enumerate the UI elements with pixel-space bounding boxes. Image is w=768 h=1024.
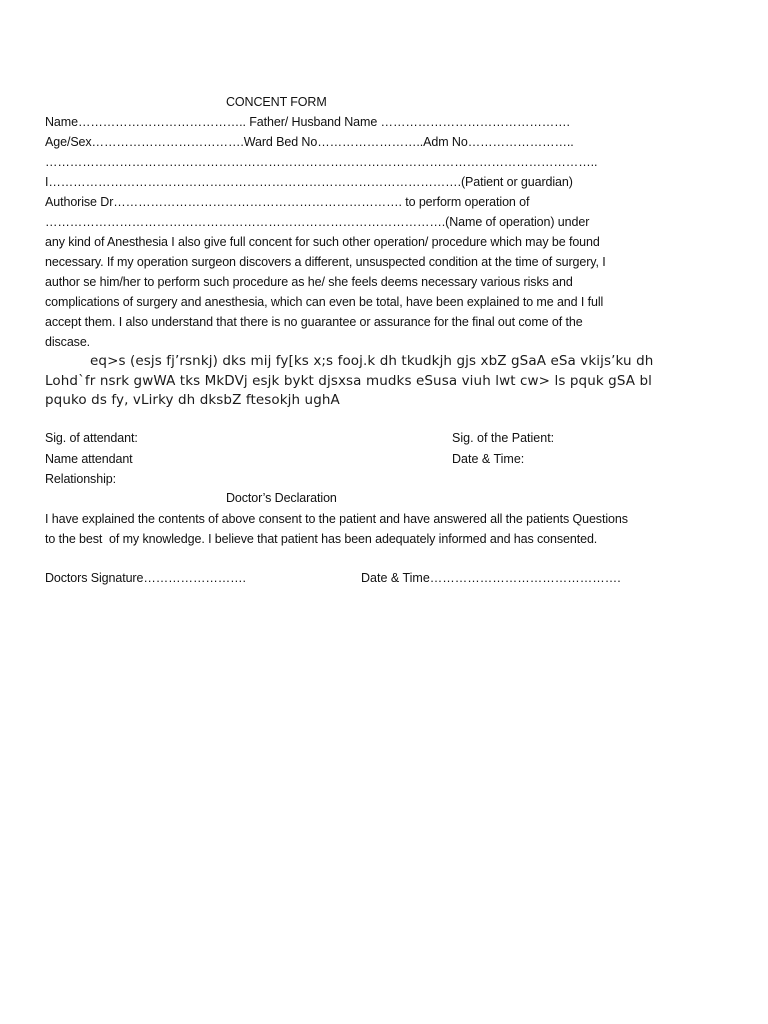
doctor-signature-line: Doctors Signature……………………. xyxy=(45,571,246,585)
patient-guardian-line: I……………………………………………………………………………………….(Patient or guardian) xyxy=(45,175,573,189)
sig-patient-label: Sig. of the Patient: xyxy=(452,431,555,445)
consent-text-line: necessary. If my operation surgeon discovers a different, unsuspected condition at the time of surgery, I xyxy=(45,255,606,269)
doctor-declaration-heading: Doctor’s Declaration xyxy=(226,491,337,505)
authorise-doctor-line: Authorise Dr……………………………………………………………. to perform operation of xyxy=(45,195,530,209)
doctor-declaration-text: I have explained the contents of above consent to the patient and have answered all the patients Questions xyxy=(45,512,628,526)
age-sex-line: Age/Sex……………………………….Ward Bed No……………………..Adm No…………………….. xyxy=(45,135,574,149)
doctor-date-time-line: Date & Time………………………………………. xyxy=(361,571,621,585)
name-line: Name………………………………….. Father/ Husband Name ………………………………………. xyxy=(45,115,570,129)
hindi-consent-text: eq>s (esjs fj’rsnkj) dks mij fy[ks x;s fooj.k dh tkudkjh gjs xbZ gSaA eSa vkijs’ku dh Lohd`fr nsrk gwWA tks MkDVj esjk bykt djsxsa mudks eSusa viuh lwt cw> ls pquk gSA bl pquko ds fy, vLirky dh dksbZ ftesokjh ughA xyxy=(45,353,654,408)
consent-text-line: complications of surgery and anesthesia, which can even be total, have been explained to me and I full xyxy=(45,295,604,309)
form-title: CONCENT FORM xyxy=(226,95,327,109)
name-attendant-label: Name attendant xyxy=(45,452,133,466)
consent-text-line: any kind of Anesthesia I also give full concent for such other operation/ procedure which may be found xyxy=(45,235,600,249)
sig-attendant-label: Sig. of attendant: xyxy=(45,431,138,445)
consent-text-line: discase. xyxy=(45,335,91,349)
consent-text-line: author se him/her to perform such procedure as he/ she feels deems necessary various risks and xyxy=(45,275,573,289)
hindi-consent-paragraph xyxy=(45,352,685,411)
blank-dotted-line: …………………………………………………………………………………………………………………….. xyxy=(45,155,598,169)
date-time-label: Date & Time: xyxy=(452,452,525,466)
doctor-declaration-text: to the best of my knowledge. I believe that patient has been adequately informed and has consented. xyxy=(45,532,598,546)
operation-name-line: …………………………………………………………………………………….(Name of operation) under xyxy=(45,215,590,229)
consent-text-line: accept them. I also understand that there is no guarantee or assurance for the final out come of the xyxy=(45,315,583,329)
relationship-label: Relationship: xyxy=(45,472,116,486)
